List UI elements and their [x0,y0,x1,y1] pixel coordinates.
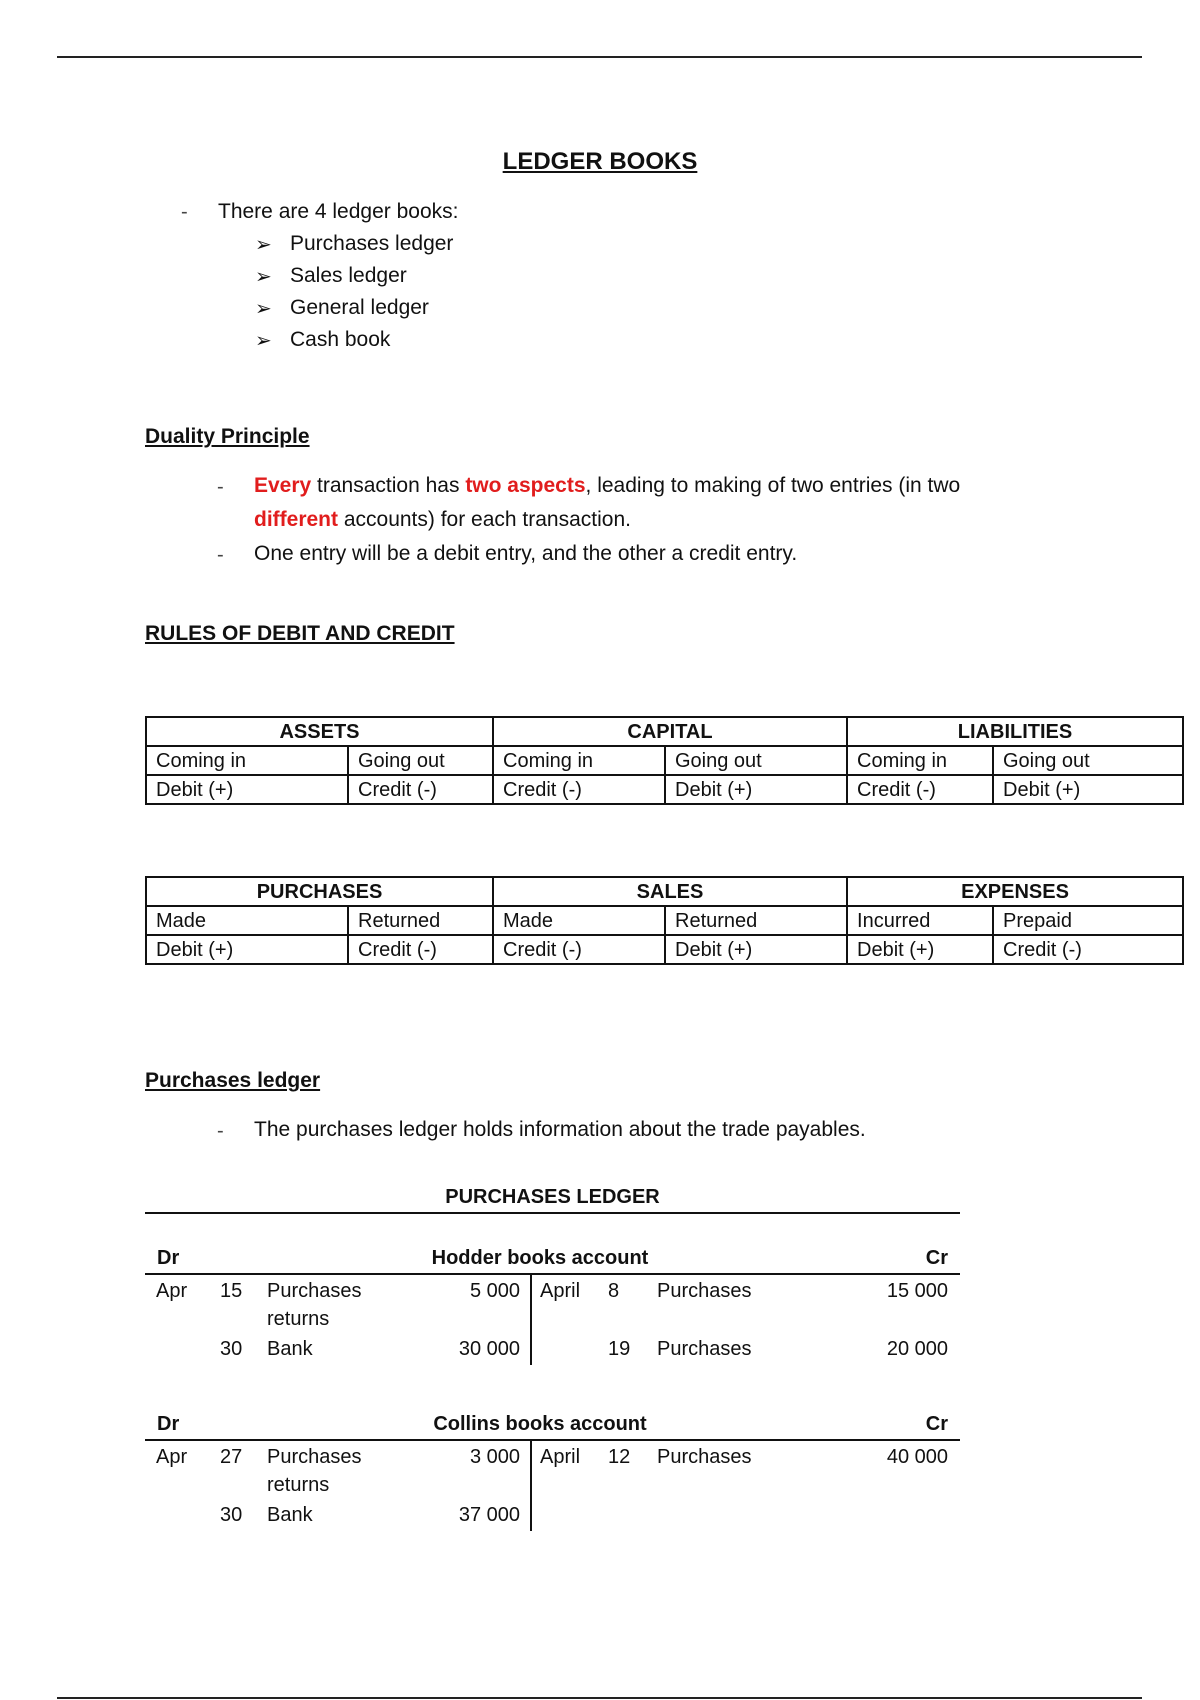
credit-day: 8 [608,1280,620,1302]
rules-table-purchases-sales-expenses [145,876,1184,965]
emphasis-two-aspects: two aspects [465,474,586,497]
debit-detail-cont: returns [267,1308,330,1330]
ledger-title-rule [145,1212,960,1214]
debit-detail: Purchases [267,1280,362,1302]
credit-amount: 15 000 [886,1280,948,1302]
list-item: Purchases ledger [290,232,454,255]
arrow-bullet-icon: ➢ [255,298,272,320]
debit-day: 15 [220,1280,243,1302]
table-cell: Credit (-) [348,935,493,964]
account-hodder [145,1245,960,1365]
debit-amount: 3 000 [469,1446,520,1468]
debit-month: Apr [156,1280,188,1302]
table-cell: Returned [348,906,493,935]
group-header: SALES [493,877,847,906]
table-cell: Made [493,906,665,935]
dr-label: Dr [157,1413,180,1435]
bullet-dash: - [217,544,224,566]
emphasis-different: different [254,508,338,531]
account-name: Hodder books account [431,1247,649,1269]
t-divider [530,1275,532,1365]
duality-bullet-1-cont: different accounts) for each transaction. [254,508,631,531]
rules-table-assets-capital-liabilities [145,716,1184,805]
duality-bullet-1: Every transaction has two aspects, leading to making of two entries (in two [254,474,961,497]
emphasis-every: Every [254,474,312,497]
group-header: EXPENSES [847,877,1183,906]
table-cell: Prepaid [993,906,1183,935]
group-header: PURCHASES [146,877,493,906]
credit-detail: Purchases [657,1280,752,1302]
table-cell: Incurred [847,906,993,935]
table-cell: Going out [665,746,847,775]
bullet-dash: - [217,476,224,498]
credit-day: 12 [608,1446,631,1468]
credit-detail: Purchases [657,1446,752,1468]
table-cell: Returned [665,906,847,935]
debit-day: 30 [220,1338,243,1360]
table-cell: Credit (-) [348,775,493,804]
rules-heading: RULES OF DEBIT AND CREDIT [145,622,455,645]
top-rule [57,56,1142,58]
group-header: CAPITAL [493,717,847,746]
dr-label: Dr [157,1247,180,1269]
cr-label: Cr [925,1413,948,1435]
table-cell: Debit (+) [993,775,1183,804]
debit-detail-cont: returns [267,1474,330,1496]
credit-detail: Purchases [657,1338,752,1360]
table-cell: Going out [993,746,1183,775]
table-cell: Coming in [146,746,348,775]
list-item: Sales ledger [290,264,407,287]
bullet-dash: - [181,201,188,223]
table-cell: Credit (-) [493,935,665,964]
account-name: Collins books account [433,1413,647,1435]
t-divider [530,1441,532,1531]
group-header: LIABILITIES [847,717,1183,746]
debit-amount: 5 000 [469,1280,520,1302]
credit-day: 19 [608,1338,631,1360]
account-header [145,1245,960,1275]
debit-day: 30 [220,1504,243,1526]
table-cell: Coming in [847,746,993,775]
ledger-title: PURCHASES LEDGER [445,1186,660,1208]
debit-detail: Bank [267,1338,313,1360]
table-cell: Credit (-) [493,775,665,804]
table-cell: Credit (-) [993,935,1183,964]
bullet-dash: - [217,1120,224,1142]
purchases-bullet: The purchases ledger holds information about the trade payables. [254,1118,866,1141]
page-title: LEDGER BOOKS [502,148,698,175]
purchases-heading: Purchases ledger [145,1069,321,1092]
table-cell: Going out [348,746,493,775]
table-cell: Debit (+) [665,935,847,964]
cr-label: Cr [925,1247,948,1269]
list-item: Cash book [290,328,391,351]
intro-lead: There are 4 ledger books: [218,200,459,223]
debit-month: Apr [156,1446,188,1468]
arrow-bullet-icon: ➢ [255,234,272,256]
debit-amount: 37 000 [458,1504,520,1526]
account-collins [145,1411,960,1531]
credit-amount: 20 000 [886,1338,948,1360]
credit-month: April [540,1280,581,1302]
table-cell: Credit (-) [847,775,993,804]
debit-day: 27 [220,1446,243,1468]
table-cell: Made [146,906,348,935]
debit-detail: Purchases [267,1446,362,1468]
debit-amount: 30 000 [458,1338,520,1360]
duality-heading: Duality Principle [145,425,310,448]
arrow-bullet-icon: ➢ [255,266,272,288]
group-header: ASSETS [146,717,493,746]
credit-month: April [540,1446,581,1468]
table-cell: Debit (+) [847,935,993,964]
table-cell: Coming in [493,746,665,775]
table-cell: Debit (+) [665,775,847,804]
table-cell: Debit (+) [146,775,348,804]
list-item: General ledger [290,296,429,319]
bottom-rule [57,1697,1142,1699]
account-body [145,1441,960,1531]
account-header [145,1411,960,1441]
account-body [145,1275,960,1365]
debit-detail: Bank [267,1504,313,1526]
credit-amount: 40 000 [886,1446,948,1468]
duality-bullet-2: One entry will be a debit entry, and the other a credit entry. [254,542,798,565]
table-cell: Debit (+) [146,935,348,964]
arrow-bullet-icon: ➢ [255,330,272,352]
